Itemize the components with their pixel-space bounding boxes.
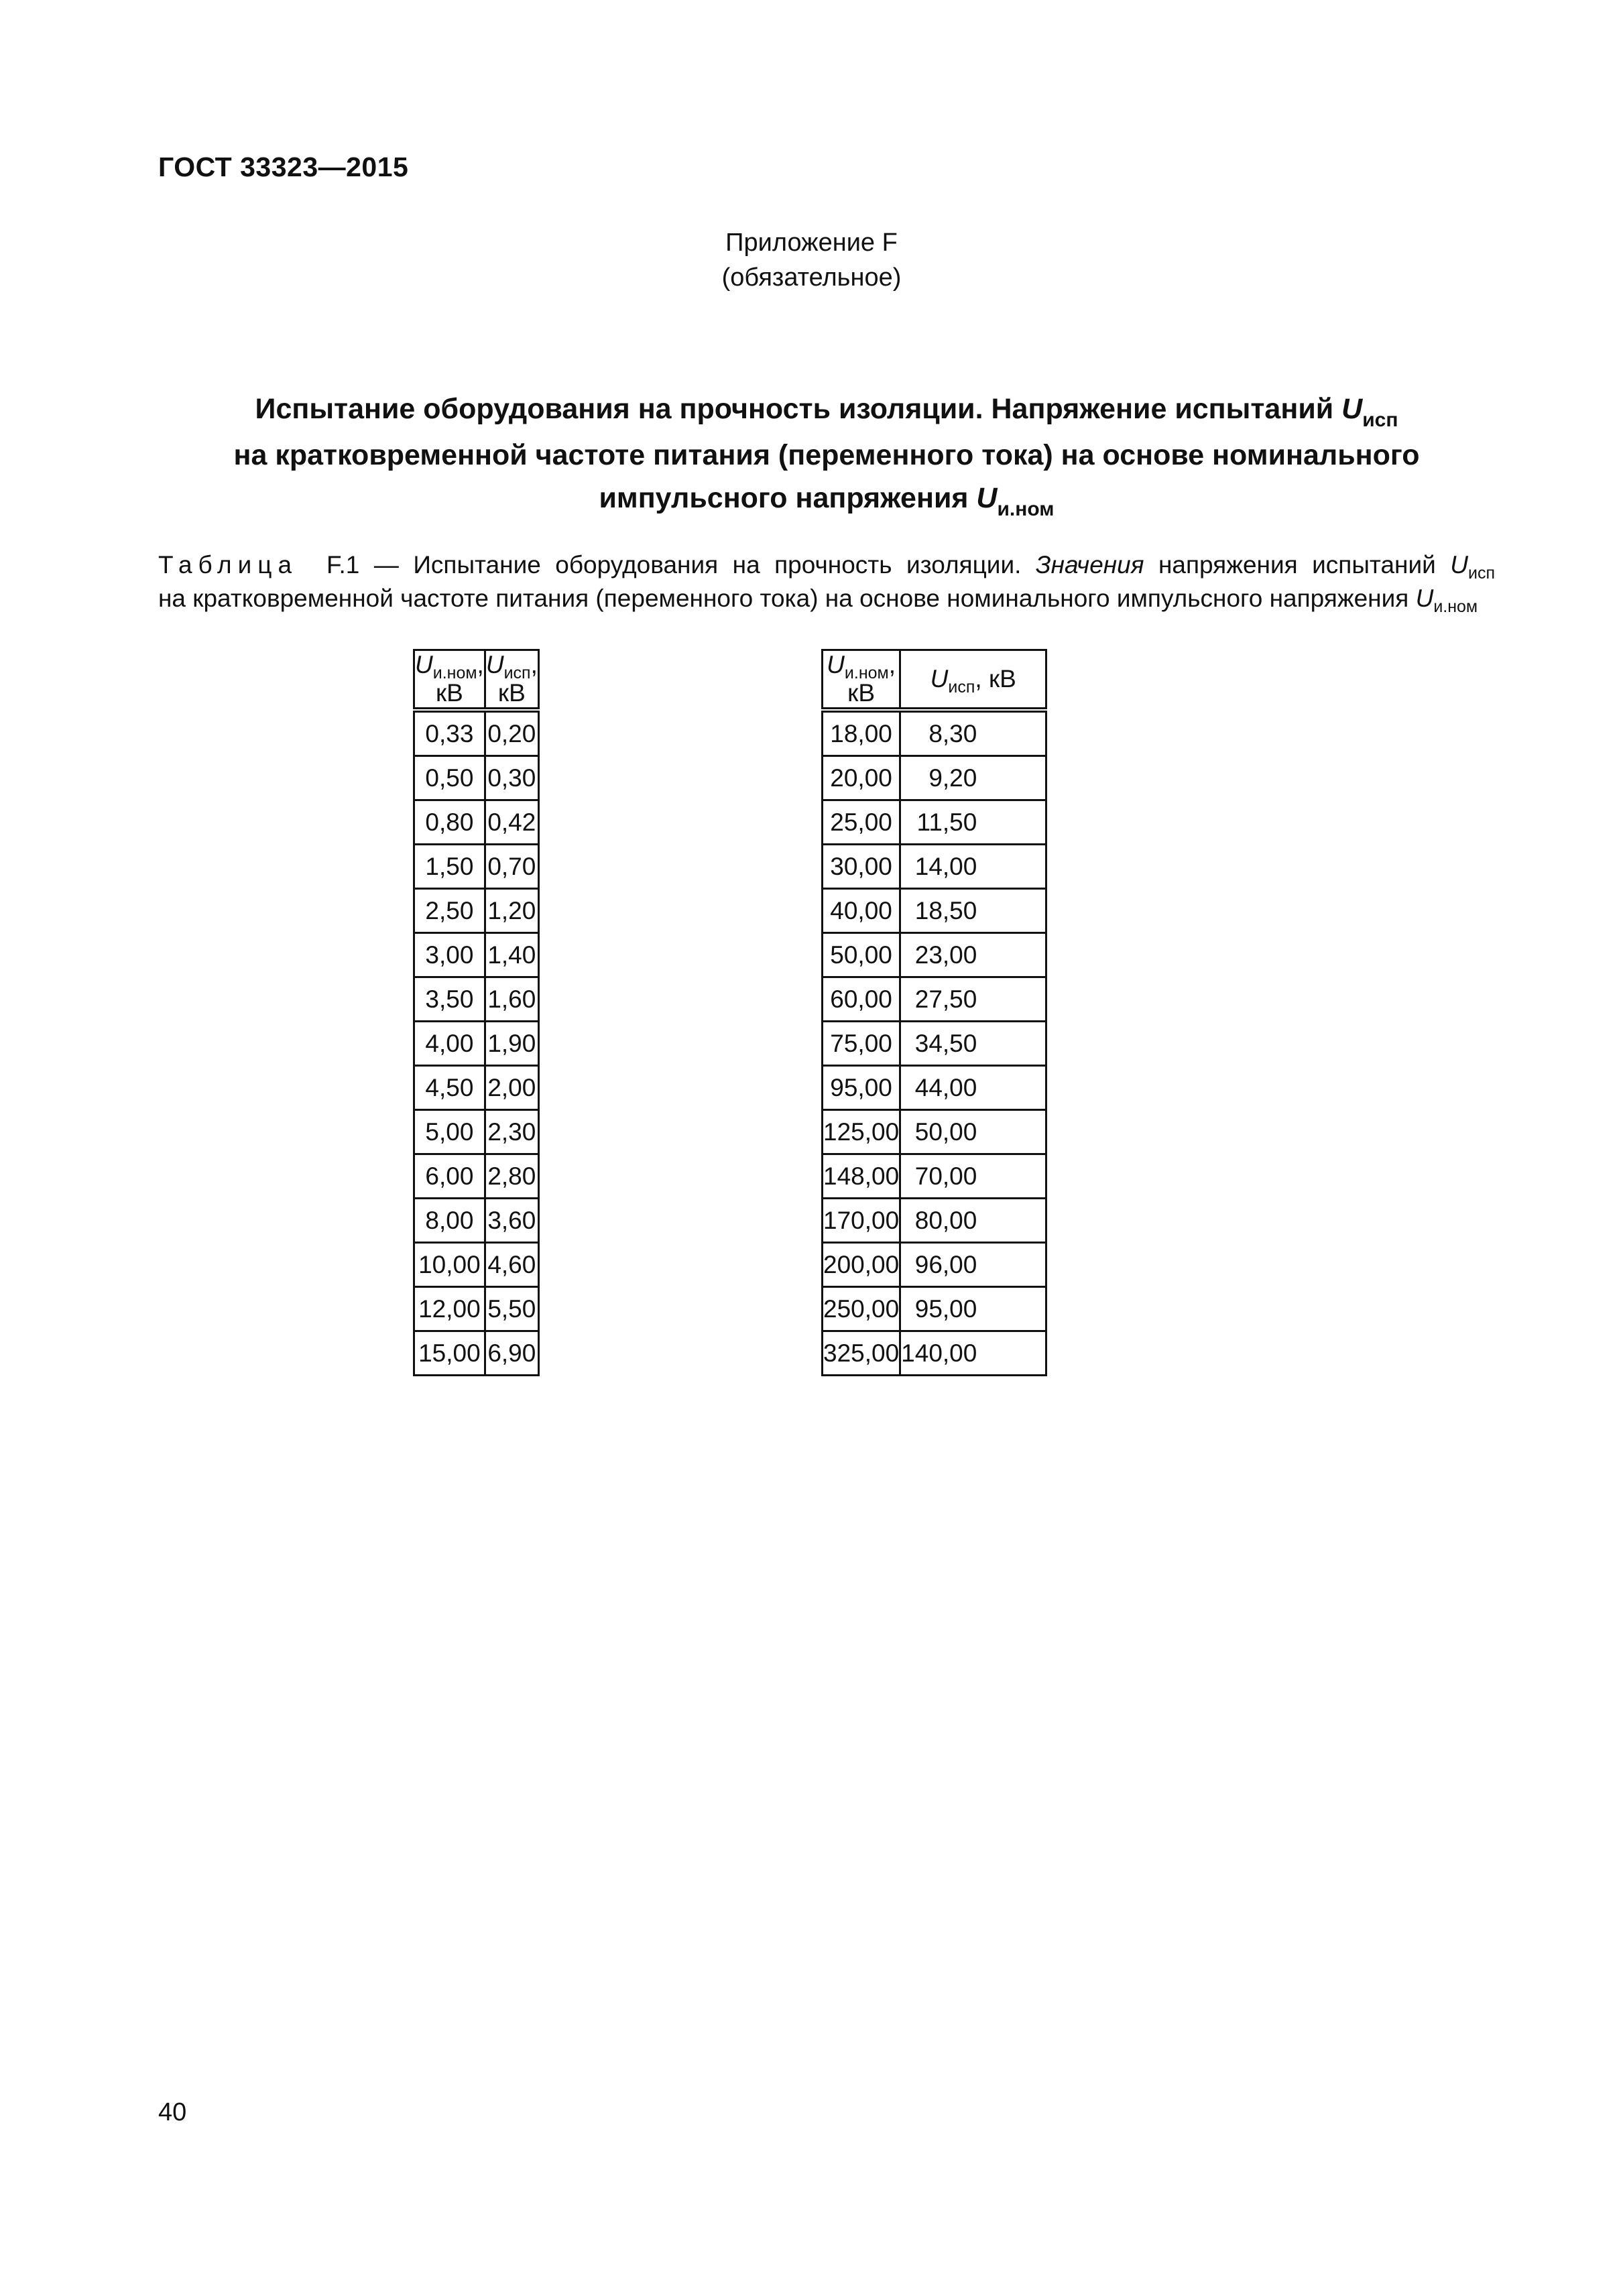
table-row: [823, 1331, 1046, 1376]
table-caption-line-2: на кратковременной частоте питания (переменного тока) на основе номинального импульсного напряжения $U_{и.ном}$: [158, 585, 1478, 616]
cell-u-nom: 25,00: [823, 800, 900, 845]
cell-u-test: 0,70: [485, 845, 538, 889]
cell-u-test: 2,80: [485, 1154, 538, 1199]
cell-u-nom: 125,00: [823, 1110, 900, 1154]
annex-label: Приложение F: [725, 229, 898, 257]
table-row: [414, 1287, 539, 1331]
table-caption-line-1: Таблица F.1 — Испытание оборудования на прочность изоляции. Значения напряжения испытаний $U_{исп}$: [158, 551, 1496, 583]
column-header-u-test: $U_{исп}$, кВ: [900, 650, 1046, 711]
cell-u-nom: 0,33: [414, 710, 485, 756]
table-row: [823, 1199, 1046, 1243]
table-row: [823, 933, 1046, 977]
cell-u-test: 96,00: [900, 1243, 1046, 1287]
cell-u-nom: 95,00: [823, 1066, 900, 1110]
cell-u-nom: 3,00: [414, 933, 485, 977]
cell-u-test: 11,50: [900, 800, 1046, 845]
cell-u-test: 5,50: [485, 1287, 538, 1331]
cell-u-nom: 20,00: [823, 756, 900, 800]
annex-title-line-3: импульсного напряжения $U_{и.ном}$: [599, 482, 1055, 520]
table-row: [414, 710, 539, 756]
table-row: [823, 710, 1046, 756]
cell-u-nom: 40,00: [823, 889, 900, 933]
annex-heading: [0, 225, 1623, 295]
cell-u-nom: 5,00: [414, 1110, 485, 1154]
cell-u-nom: 3,50: [414, 977, 485, 1022]
document-code: ГОСТ 33323—2015: [158, 152, 409, 182]
table-row: [823, 756, 1046, 800]
cell-u-nom: 75,00: [823, 1022, 900, 1066]
cell-u-nom: 4,00: [414, 1022, 485, 1066]
cell-u-nom: 60,00: [823, 977, 900, 1022]
cell-u-test: 2,00: [485, 1066, 538, 1110]
cell-u-test: 3,60: [485, 1199, 538, 1243]
cell-u-test: 23,00: [900, 933, 1046, 977]
table-row: [414, 845, 539, 889]
cell-u-nom: 250,00: [823, 1287, 900, 1331]
cell-u-test: 95,00: [900, 1287, 1046, 1331]
annex-status: (обязательное): [721, 263, 902, 292]
table-row: [823, 1110, 1046, 1154]
column-header-u-nom: $U_{и.ном}$, кВ: [823, 650, 900, 711]
table-header-row: [414, 650, 539, 711]
cell-u-test: 9,20: [900, 756, 1046, 800]
table-row: [414, 800, 539, 845]
table-row: [414, 756, 539, 800]
cell-u-test: 2,30: [485, 1110, 538, 1154]
table-row: [823, 1243, 1046, 1287]
cell-u-nom: 148,00: [823, 1154, 900, 1199]
cell-u-test: 27,50: [900, 977, 1046, 1022]
table-row: [823, 845, 1046, 889]
annex-title-line-2: на кратковременной частоте питания (переменного тока) на основе номинального: [233, 439, 1420, 471]
table-row: [823, 1066, 1046, 1110]
cell-u-nom: 170,00: [823, 1199, 900, 1243]
table-row: [414, 1331, 539, 1376]
cell-u-test: 50,00: [900, 1110, 1046, 1154]
cell-u-nom: 15,00: [414, 1331, 485, 1376]
cell-u-test: 44,00: [900, 1066, 1046, 1110]
table-row: [414, 933, 539, 977]
cell-u-nom: 50,00: [823, 933, 900, 977]
table-row: [414, 1022, 539, 1066]
table-row: [414, 1199, 539, 1243]
cell-u-test: 34,50: [900, 1022, 1046, 1066]
cell-u-test: 4,60: [485, 1243, 538, 1287]
table-row: [823, 1287, 1046, 1331]
cell-u-test: 0,30: [485, 756, 538, 800]
cell-u-test: 140,00: [900, 1331, 1046, 1376]
table-row: [414, 977, 539, 1022]
table-row: [823, 977, 1046, 1022]
cell-u-nom: 0,50: [414, 756, 485, 800]
cell-u-nom: 325,00: [823, 1331, 900, 1376]
cell-u-test: 0,20: [485, 710, 538, 756]
cell-u-nom: 10,00: [414, 1243, 485, 1287]
cell-u-test: 1,20: [485, 889, 538, 933]
cell-u-test: 14,00: [900, 845, 1046, 889]
table-caption: [158, 550, 1495, 617]
table-row: [414, 1066, 539, 1110]
voltage-table-right: [821, 649, 1047, 1376]
cell-u-test: 0,42: [485, 800, 538, 845]
cell-u-test: 1,40: [485, 933, 538, 977]
table-row: [823, 889, 1046, 933]
cell-u-nom: 6,00: [414, 1154, 485, 1199]
table-row: [414, 1243, 539, 1287]
table-row: [414, 889, 539, 933]
cell-u-nom: 8,00: [414, 1199, 485, 1243]
table-body-left: [414, 710, 539, 1376]
cell-u-test: 6,90: [485, 1331, 538, 1376]
cell-u-test: 1,90: [485, 1022, 538, 1066]
page-number: 40: [158, 2098, 187, 2126]
cell-u-nom: 200,00: [823, 1243, 900, 1287]
voltage-table-left: [413, 649, 540, 1376]
table-header-row: [823, 650, 1046, 711]
table-row: [823, 1154, 1046, 1199]
table-row: [823, 800, 1046, 845]
cell-u-test: 18,50: [900, 889, 1046, 933]
cell-u-test: 8,30: [900, 710, 1046, 756]
cell-u-nom: 4,50: [414, 1066, 485, 1110]
cell-u-test: 80,00: [900, 1199, 1046, 1243]
cell-u-nom: 2,50: [414, 889, 485, 933]
table-caption-number: F.1 —: [326, 551, 399, 579]
table-body-right: [823, 710, 1046, 1376]
cell-u-nom: 30,00: [823, 845, 900, 889]
table-row: [823, 1022, 1046, 1066]
column-header-u-nom: $U_{и.ном}$, кВ: [414, 650, 485, 711]
annex-title-line-1: Испытание оборудования на прочность изоляции. Напряжение испытаний $U_{исп}$: [255, 393, 1398, 431]
table-caption-label: Таблица: [158, 551, 298, 579]
cell-u-nom: 18,00: [823, 710, 900, 756]
column-header-u-test: $U_{исп}$, кВ: [485, 650, 538, 711]
cell-u-test: 1,60: [485, 977, 538, 1022]
table-row: [414, 1154, 539, 1199]
cell-u-nom: 12,00: [414, 1287, 485, 1331]
annex-title: [158, 387, 1495, 523]
table-row: [414, 1110, 539, 1154]
cell-u-test: 70,00: [900, 1154, 1046, 1199]
cell-u-nom: 1,50: [414, 845, 485, 889]
cell-u-nom: 0,80: [414, 800, 485, 845]
